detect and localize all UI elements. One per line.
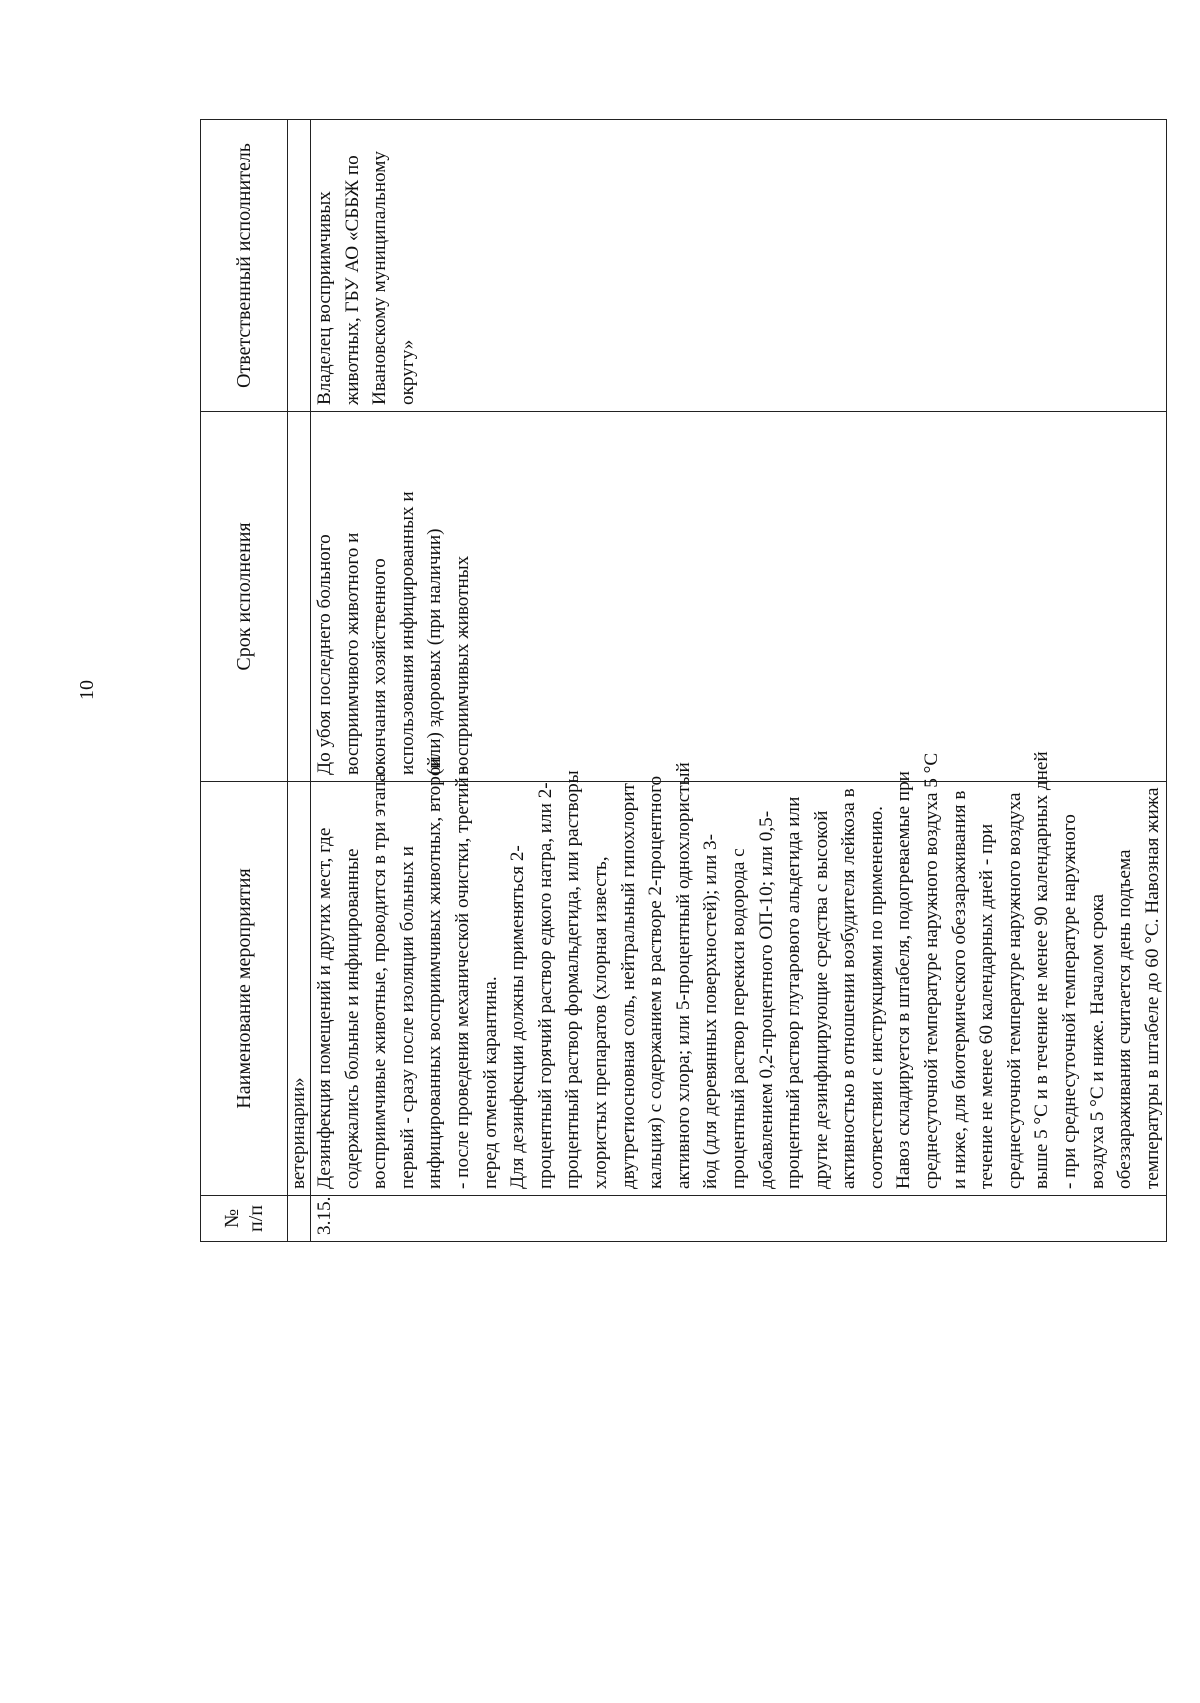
name-line: течение не менее 60 календарных дней - при: [976, 823, 998, 1189]
name-line: инфицированных восприимчивых животных, второй: [424, 756, 446, 1189]
cell-resp: [311, 120, 1167, 412]
name-line: соответствии с инструкциями по применению.: [865, 806, 887, 1189]
term-line: окончания хозяйственного: [369, 558, 391, 775]
name-line: температуры в штабеле до 60 °С. Навозная жижа: [1141, 787, 1163, 1189]
name-line: кальция) с содержанием в растворе 2-процентного: [645, 775, 667, 1189]
cell-resp-empty: [288, 120, 311, 412]
name-line: процентный раствор глутарового альдегида или: [783, 796, 805, 1189]
document-page: [75, 102, 1163, 1290]
page-number: 10: [76, 680, 98, 700]
cell-num: 3.15.: [311, 1196, 1167, 1242]
header-name: Наименование мероприятия: [201, 782, 288, 1196]
name-line: активного хлора; или 5-процентный однохлористый: [672, 762, 694, 1189]
cell-name: [311, 751, 1167, 1196]
term-line: восприимчивых животных: [451, 555, 473, 775]
table-row: [311, 120, 1167, 1242]
name-line: - после проведения механической очистки, третий -: [451, 766, 473, 1189]
cell-num-empty: [288, 1196, 311, 1242]
name-line: Дезинфекция помещений и других мест, где: [314, 827, 335, 1189]
name-line: добавлением 0,2-процентного ОП-10; или 0,5-: [755, 810, 777, 1189]
name-line: среднесуточной температуре наружного воздуха 5 °С: [921, 752, 943, 1189]
name-line: йод (для деревянных поверхностей); или 3-: [700, 833, 722, 1189]
term-line: До убоя последнего больного: [314, 534, 335, 775]
cell-term-empty: [288, 412, 311, 782]
cell-name-continuation: ветеринарии»: [288, 782, 311, 1196]
name-line: среднесуточной температуре наружного воздуха: [1003, 792, 1025, 1189]
name-line: воздуха 5 °С и ниже. Началом срока: [1086, 893, 1108, 1189]
header-term: Срок исполнения: [201, 412, 288, 782]
measures-table: [200, 119, 1167, 1242]
name-line: - при среднесуточной температуре наружного: [1059, 814, 1081, 1189]
resp-line: Ивановскому муниципальному: [369, 151, 391, 405]
name-line: активностью в отношении возбудителя лейкоза в: [838, 788, 860, 1189]
name-line: и ниже, для биотермического обеззараживания в: [948, 790, 970, 1189]
header-num-line: п/п: [245, 1205, 267, 1232]
name-line: процентный горячий раствор едкого натра, или 2-: [534, 782, 556, 1189]
name-line: содержались больные и инфицированные: [341, 848, 363, 1189]
name-line: перед отменой карантина.: [479, 976, 501, 1189]
name-line: первый - сразу после изоляции больных и: [396, 846, 418, 1189]
name-line: Для дезинфекции должны применяться 2-: [507, 845, 529, 1189]
name-line: восприимчивые животные, проводится в три этапа:: [369, 767, 391, 1189]
name-line: хлористых препаратов (хлорная известь,: [589, 856, 611, 1189]
term-line: использования инфицированных и: [396, 491, 418, 775]
header-num: [201, 1196, 288, 1242]
name-line: обеззараживания считается день подъема: [1114, 849, 1136, 1189]
name-line: процентный раствор формальдегида, или растворы: [562, 770, 584, 1189]
term-line: (или) здоровых (при наличии): [424, 528, 446, 775]
name-line: процентный раствор перекиси водорода с: [727, 848, 749, 1189]
term-line: восприимчивого животного и: [341, 532, 363, 775]
cell-term: [311, 412, 1167, 782]
header-resp: Ответственный исполнитель: [201, 120, 288, 412]
resp-line: округу»: [396, 339, 418, 405]
name-line: двутретиосновная соль, нейтральный гипохлорит: [617, 783, 639, 1189]
name-line: Навоз складируется в штабеля, подогреваемые при: [893, 771, 915, 1189]
table-header-row: [201, 120, 288, 1242]
resp-line: животных, ГБУ АО «СББЖ по: [341, 155, 363, 405]
table-row-continuation: [288, 120, 311, 1242]
header-num-line: №: [221, 1208, 243, 1229]
name-line: другие дезинфицирующие средства с высокой: [810, 810, 832, 1189]
name-line: выше 5 °С и в течение не менее 90 календарных дней: [1031, 751, 1053, 1189]
resp-line: Владелец восприимчивых: [314, 191, 335, 405]
